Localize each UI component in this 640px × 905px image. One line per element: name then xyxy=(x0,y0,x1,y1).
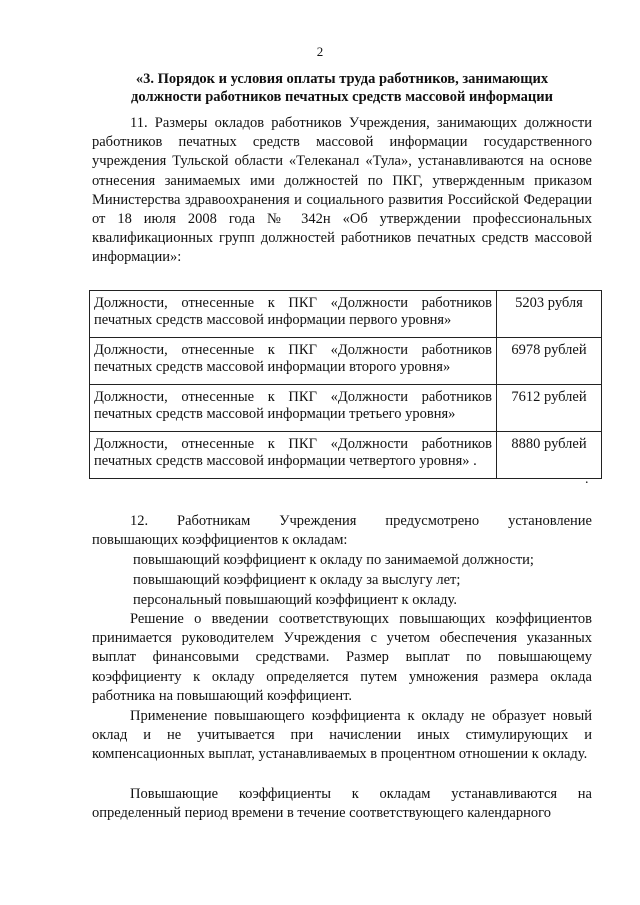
paragraph-application: Применение повышающего коэффициента к окладу не образует новый оклад и не учитывается при начислении иных стимулирующих и компенсационных выплат, устанавливаемых в процентном отношении к окладу. xyxy=(92,708,592,763)
salary-amount: 5203 рубля xyxy=(497,291,602,338)
table-row xyxy=(90,338,602,385)
paragraph-decision: Решение о введении соответствующих повышающих коэффициентов принимается руководителем Учреждения с учетом обеспечения указанных выплат финансовыми средствами. Размер выплат по повышающему коэффициенту к окладу определяется путем умножения размера оклада работника на повышающий коэффициент. xyxy=(92,611,592,704)
position-description: Должности, отнесенные к ПКГ «Должности работников печатных средств массовой информации третьего уровня» xyxy=(90,385,497,432)
section-heading-line-1: «3. Порядок и условия оплаты труда работников, занимающих xyxy=(135,71,549,87)
paragraph-12-line-2: повышающих коэффициентов к окладам: xyxy=(92,532,348,548)
table-row xyxy=(90,385,602,432)
list-item: повышающий коэффициент к окладу по занимаемой должности; xyxy=(133,552,534,568)
page-number: 2 xyxy=(316,44,324,59)
paragraph-11: 11. Размеры окладов работников Учреждения, занимающих должности работников печатных средств массовой информации государственного учреждения Тульской области «Телеканал «Тула», устанавливаются на основе отнесения занимаемых ими должностей по ПКГ, утвержденным приказом Министерства здравоохранения и социального развития Российской Федерации от 18 июля 2008 года № 342н «Об утверждении профессиональных квалификационных групп должностей работников печатных средств массовой информации»: xyxy=(92,115,592,266)
salary-table xyxy=(89,290,602,479)
table-row xyxy=(90,291,602,338)
list-item: персональный повышающий коэффициент к окладу. xyxy=(133,592,457,608)
section-heading xyxy=(92,70,592,106)
position-description: Должности, отнесенные к ПКГ «Должности работников печатных средств массовой информации второго уровня» xyxy=(90,338,497,385)
table-end-mark: . xyxy=(585,472,589,487)
position-description: Должности, отнесенные к ПКГ «Должности работников печатных средств массовой информации четвертого уровня» . xyxy=(90,432,497,479)
section-heading-line-2: должности работников печатных средств массовой информации xyxy=(131,89,553,105)
paragraph-12-line-1: 12. Работникам Учреждения предусмотрено установление xyxy=(130,513,592,529)
salary-amount: 7612 рублей xyxy=(497,385,602,432)
paragraph-period: Повышающие коэффициенты к окладам устанавливаются на определенный период времени в течение соответствующего календарного xyxy=(92,786,592,822)
position-description: Должности, отнесенные к ПКГ «Должности работников печатных средств массовой информации первого уровня» xyxy=(90,291,497,338)
salary-amount: 6978 рублей xyxy=(497,338,602,385)
table-row xyxy=(90,432,602,479)
list-item: повышающий коэффициент к окладу за выслугу лет; xyxy=(133,572,461,588)
salary-amount: 8880 рублей xyxy=(497,432,602,479)
